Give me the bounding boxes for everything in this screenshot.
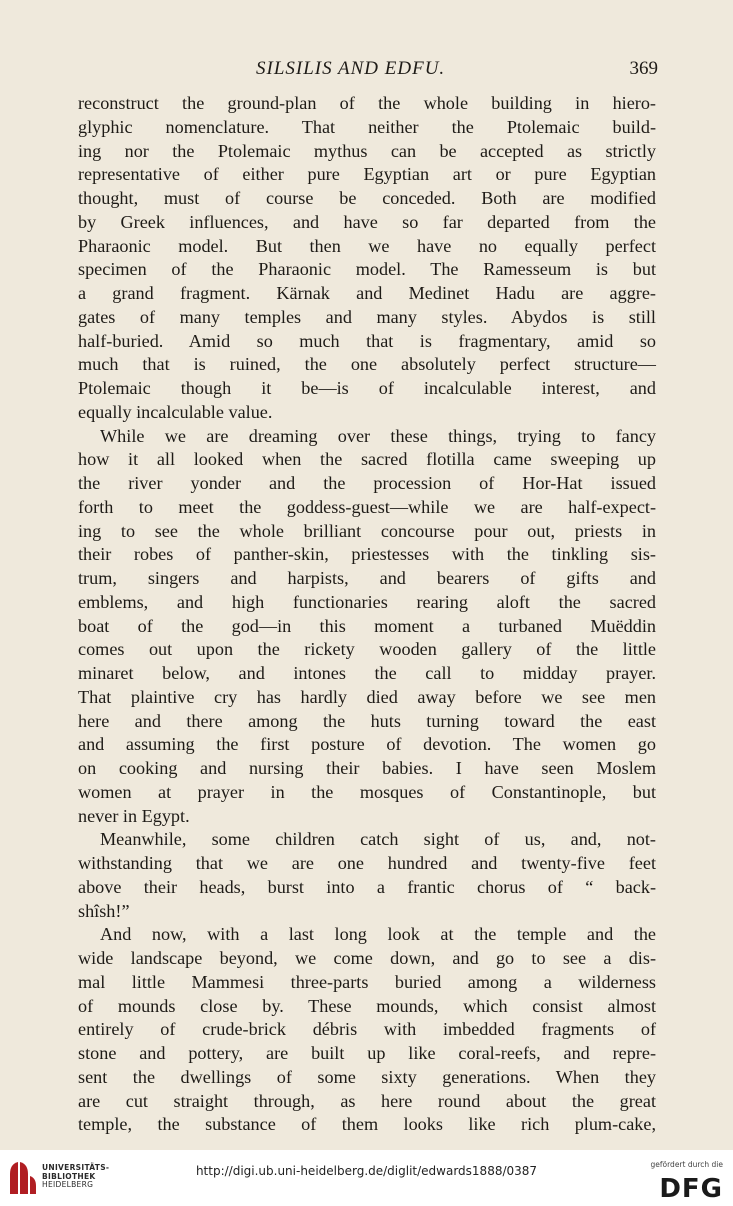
text-line: stone and pottery, are built up like coral-reefs, and repre- (78, 1043, 656, 1063)
text-line: here and there among the huts turning toward the east (78, 710, 656, 731)
text-line: temple, the substance of them looks like rich plum-cake, (78, 1114, 656, 1135)
text-line: on cooking and nursing their babies. I have seen Moslem (78, 758, 656, 778)
library-name: UNIVERSITÄTS- BIBLIOTHEK HEIDELBERG (42, 1163, 110, 1189)
text-line: by Greek influences, and have so far departed from the (78, 211, 656, 232)
text-line: the river yonder and the procession of Hor-Hat issued (78, 473, 656, 493)
text-line: representative of either pure Egyptian art or pure Egyptian (78, 164, 656, 185)
footer-bar (0, 1150, 733, 1206)
text-line: shîsh!” (78, 900, 130, 921)
text-line: That plaintive cry has hardly died away before we see men (78, 686, 656, 707)
funded-by-label: gefördert durch die (650, 1160, 723, 1169)
text-line: comes out upon the rickety wooden gallery of the little (78, 639, 656, 660)
running-head (78, 58, 658, 84)
dfg-logo: DFG (659, 1174, 723, 1204)
text-line: equally incalculable value. (78, 401, 273, 422)
text-line: wide landscape beyond, we come down, and go to see a dis- (78, 948, 656, 968)
running-title: SILSILIS AND EDFU. (256, 58, 446, 79)
text-line: Pharaonic model. But then we have no equally perfect (78, 235, 656, 256)
source-url-link[interactable]: http://digi.ub.uni-heidelberg.de/diglit/edwards1888/0387 (195, 1164, 538, 1178)
text-line: ing to see the whole brilliant concourse pour out, priests in (78, 520, 656, 541)
page-number: 369 (629, 58, 658, 79)
text-line: and assuming the first posture of devotion. The women go (78, 734, 656, 755)
text-line: a grand fragment. Kärnak and Medinet Hadu are aggre- (78, 283, 656, 303)
text-line: emblems, and high functionaries rearing aloft the sacred (78, 591, 656, 612)
text-line: sent the dwellings of some sixty generations. When they (78, 1066, 656, 1087)
text-line: thought, must of course be conceded. Both are modified (78, 188, 656, 208)
text-line: entirely of crude-brick débris with imbedded fragments of (78, 1019, 656, 1040)
text-line: how it all looked when the sacred flotilla came sweeping up (78, 449, 656, 470)
text-line: forth to meet the goddess-guest—while we are half-expect- (78, 496, 656, 517)
text-line: women at prayer in the mosques of Constantinople, but (78, 781, 656, 802)
text-line: And now, with a last long look at the temple and the (100, 924, 656, 945)
text-line: ing nor the Ptolemaic mythus can be accepted as strictly (78, 140, 656, 161)
text-line: glyphic nomenclature. That neither the Ptolemaic build- (78, 116, 656, 137)
text-line: are cut straight through, as here round about the great (78, 1090, 656, 1111)
text-line: boat of the god—in this moment a turbaned Muëddin (78, 615, 656, 636)
text-line: Meanwhile, some children catch sight of us, and, not- (100, 829, 656, 850)
text-line: much that is ruined, the one absolutely perfect structure— (78, 354, 656, 375)
text-line: above their heads, burst into a frantic chorus of “ back- (78, 876, 656, 897)
text-line: withstanding that we are one hundred and twenty-five feet (78, 853, 656, 873)
text-line: Ptolemaic though it be—is of incalculable interest, and (78, 378, 656, 398)
text-line: mal little Mammesi three-parts buried among a wilderness (78, 971, 656, 992)
body-text (78, 92, 656, 1137)
text-line: never in Egypt. (78, 805, 190, 826)
text-line: minaret below, and intones the call to midday prayer. (78, 663, 656, 683)
text-line: While we are dreaming over these things, trying to fancy (100, 425, 656, 446)
text-line: specimen of the Pharaonic model. The Ramesseum is but (78, 259, 656, 280)
text-line: gates of many temples and many styles. Abydos is still (78, 306, 656, 327)
text-line: of mounds close by. These mounds, which consist almost (78, 995, 656, 1016)
text-line: trum, singers and harpists, and bearers of gifts and (78, 568, 656, 588)
text-line: half-buried. Amid so much that is fragmentary, amid so (78, 330, 656, 351)
text-line: their robes of panther-skin, priestesses with the tinkling sis- (78, 544, 656, 565)
text-line: reconstruct the ground-plan of the whole building in hiero- (78, 93, 656, 113)
